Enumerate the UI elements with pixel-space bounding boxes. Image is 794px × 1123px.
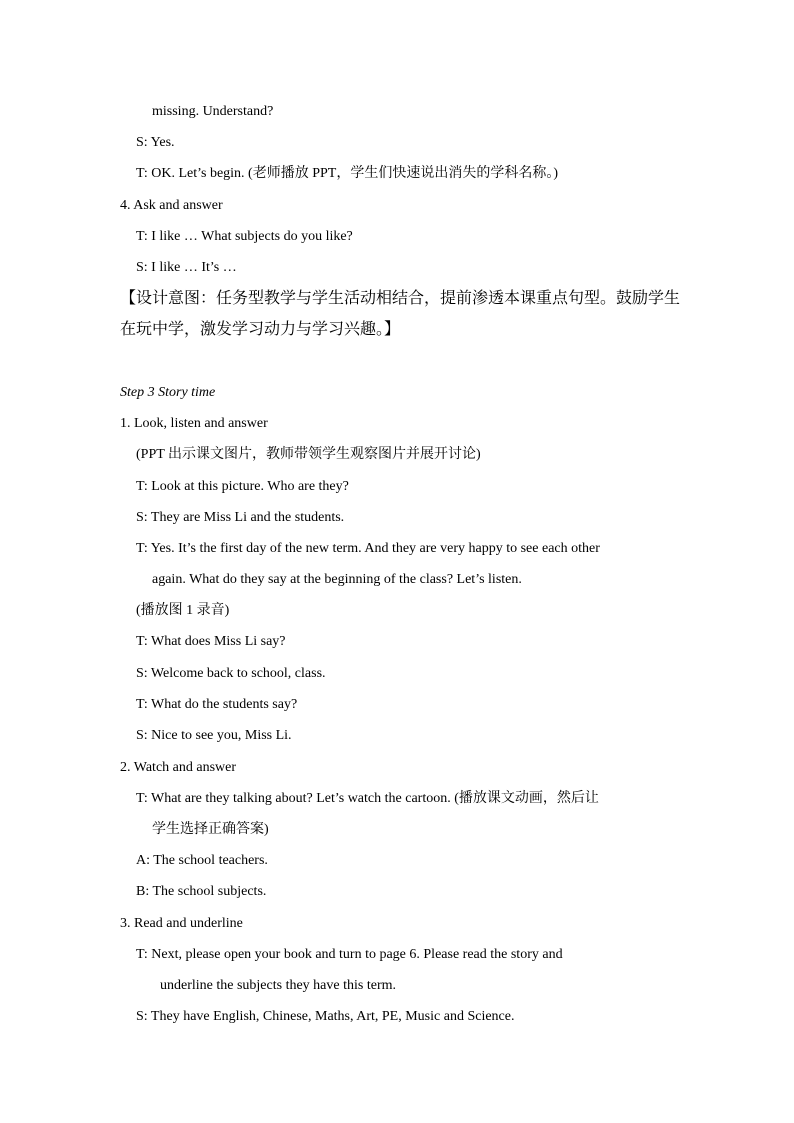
text-line: S: I like … It’s … [136, 260, 237, 275]
text-line: T: Yes. It’s the first day of the new term. And they are very happy to see each other [136, 541, 600, 556]
text-line: T: Look at this picture. Who are they? [136, 479, 349, 494]
text-line: A: The school teachers. [136, 853, 268, 868]
list-item-heading: 2. Watch and answer [120, 760, 237, 775]
text-line: 学生选择正确答案) [152, 822, 269, 837]
text-line: S: Welcome back to school, class. [136, 666, 326, 681]
list-item-heading: 3. Read and underline [120, 916, 243, 931]
text-line: (播放图 1 录音) [136, 603, 230, 618]
text-line: S: They are Miss Li and the students. [136, 510, 345, 525]
text-line: again. What do they say at the beginning of the class? Let’s listen. [152, 572, 522, 587]
text-line: T: OK. Let’s begin. (老师播放 PPT，学生们快速说出消失的学科名称。) [136, 166, 559, 181]
design-intent: 【设计意图：任务型教学与学生活动相结合，提前渗透本课重点句型。鼓励学生 [120, 290, 681, 307]
text-line: underline the subjects they have this term. [160, 978, 396, 993]
text-line: missing. Understand? [152, 104, 274, 119]
text-line: S: They have English, Chinese, Maths, Art, PE, Music and Science. [136, 1009, 515, 1024]
step-heading: Step 3 Story time [120, 385, 216, 400]
text-line: T: What are they talking about? Let’s watch the cartoon. (播放课文动画，然后让 [136, 791, 599, 806]
text-line: B: The school subjects. [136, 884, 267, 899]
list-item-heading: 1. Look, listen and answer [120, 416, 268, 431]
text-line: S: Yes. [136, 135, 175, 150]
design-intent: 在玩中学，激发学习动力与学习兴趣。】 [120, 321, 401, 338]
text-line: S: Nice to see you, Miss Li. [136, 728, 292, 743]
text-line: T: What do the students say? [136, 697, 298, 712]
text-line: T: What does Miss Li say? [136, 634, 286, 649]
text-line: T: Next, please open your book and turn to page 6. Please read the story and [136, 947, 563, 962]
text-line: (PPT 出示课文图片，教师带领学生观察图片并展开讨论) [136, 447, 481, 462]
text-line: T: I like … What subjects do you like? [136, 229, 353, 244]
list-item-heading: 4. Ask and answer [120, 198, 223, 213]
